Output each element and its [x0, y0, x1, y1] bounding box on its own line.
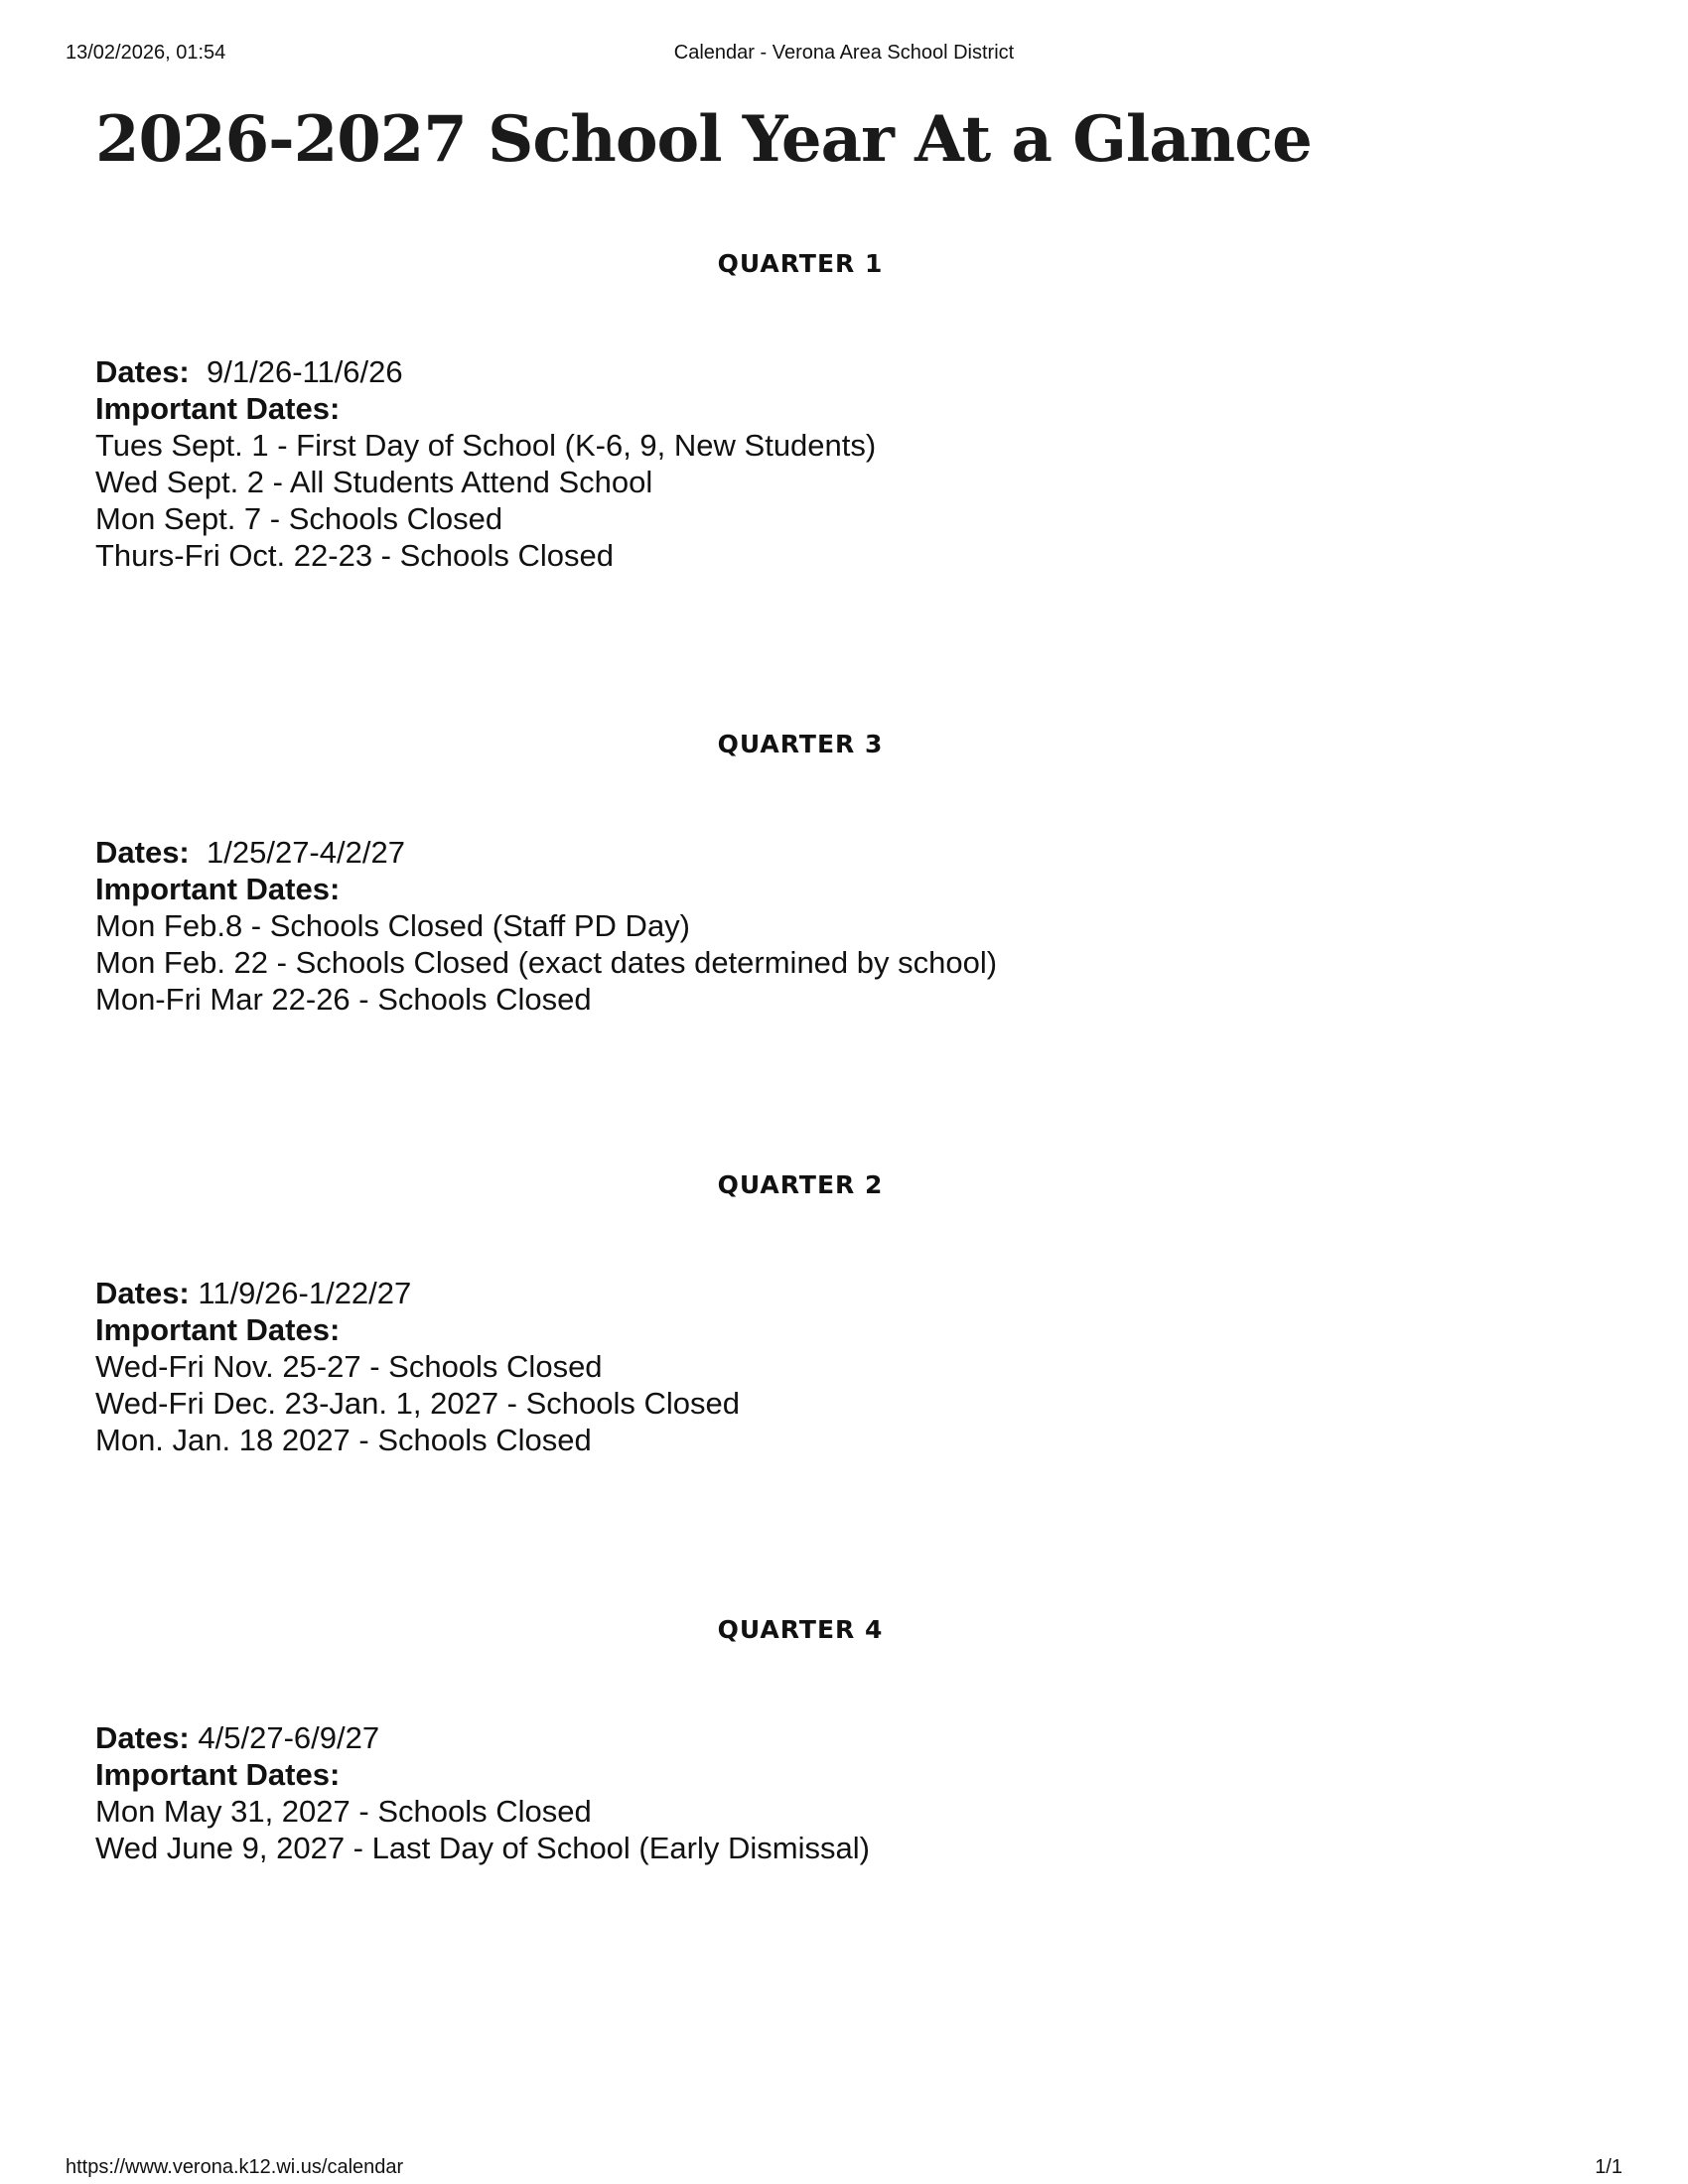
- important-date-item: Thurs-Fri Oct. 22-23 - Schools Closed: [95, 538, 615, 573]
- important-dates-label: Important Dates:: [95, 1757, 341, 1792]
- dates-row: [95, 834, 1505, 871]
- quarter-section-3: [95, 725, 1505, 1018]
- dates-value: 1/25/27-4/2/27: [207, 835, 405, 870]
- quarter-section-4: [95, 1610, 1505, 1866]
- quarter-heading: QUARTER 1: [717, 249, 884, 278]
- page-content: [95, 95, 1585, 1865]
- dates-value: 9/1/26-11/6/26: [207, 354, 403, 389]
- important-date-item: Wed June 9, 2027 - Last Day of School (Early Dismissal): [95, 1831, 870, 1865]
- dates-row: [95, 1275, 1505, 1311]
- page-url: https://www.verona.k12.wi.us/calendar: [66, 2156, 404, 2178]
- dates-label: Dates:: [95, 1276, 190, 1310]
- quarter-heading: QUARTER 4: [717, 1615, 884, 1644]
- dates-row: [95, 353, 1505, 390]
- dates-label: Dates:: [95, 354, 190, 389]
- dates-label: Dates:: [95, 835, 190, 870]
- dates-row: [95, 1719, 1505, 1756]
- quarter-section-1: [95, 244, 1505, 574]
- quarter-body: [95, 1275, 1505, 1458]
- important-dates-label: Important Dates:: [95, 872, 341, 906]
- important-date-item: Mon Feb. 22 - Schools Closed (exact dates determined by school): [95, 945, 998, 980]
- important-date-item: Tues Sept. 1 - First Day of School (K-6, 9, New Students): [95, 428, 877, 463]
- important-date-item: Wed-Fri Dec. 23-Jan. 1, 2027 - Schools Closed: [95, 1386, 741, 1421]
- print-page-title: Calendar - Verona Area School District: [673, 42, 1015, 64]
- quarter-body: [95, 834, 1505, 1018]
- quarter-heading: QUARTER 3: [717, 730, 884, 758]
- important-date-item: Mon Sept. 7 - Schools Closed: [95, 501, 503, 536]
- print-footer: [66, 2156, 1622, 2184]
- important-date-item: Mon May 31, 2027 - Schools Closed: [95, 1794, 592, 1829]
- important-dates-label: Important Dates:: [95, 1312, 341, 1347]
- important-date-item: Mon Feb.8 - Schools Closed (Staff PD Day): [95, 908, 691, 943]
- important-date-item: Wed-Fri Nov. 25-27 - Schools Closed: [95, 1349, 603, 1384]
- page-number: 1/1: [1595, 2156, 1622, 2178]
- important-date-item: Wed Sept. 2 - All Students Attend School: [95, 465, 653, 499]
- dates-value: 4/5/27-6/9/27: [198, 1720, 380, 1755]
- quarter-body: [95, 353, 1505, 574]
- dates-label: Dates:: [95, 1720, 190, 1755]
- important-date-item: Mon-Fri Mar 22-26 - Schools Closed: [95, 982, 592, 1017]
- important-date-item: Mon. Jan. 18 2027 - Schools Closed: [95, 1423, 592, 1457]
- quarter-body: [95, 1719, 1505, 1866]
- print-timestamp: 13/02/2026, 01:54: [66, 42, 226, 64]
- quarter-section-2: [95, 1165, 1505, 1458]
- important-dates-label: Important Dates:: [95, 391, 341, 426]
- print-header: [66, 42, 1622, 71]
- dates-value: 11/9/26-1/22/27: [198, 1276, 412, 1310]
- quarter-heading: QUARTER 2: [717, 1170, 884, 1199]
- page-title: 2026-2027 School Year At a Glance: [95, 102, 1312, 177]
